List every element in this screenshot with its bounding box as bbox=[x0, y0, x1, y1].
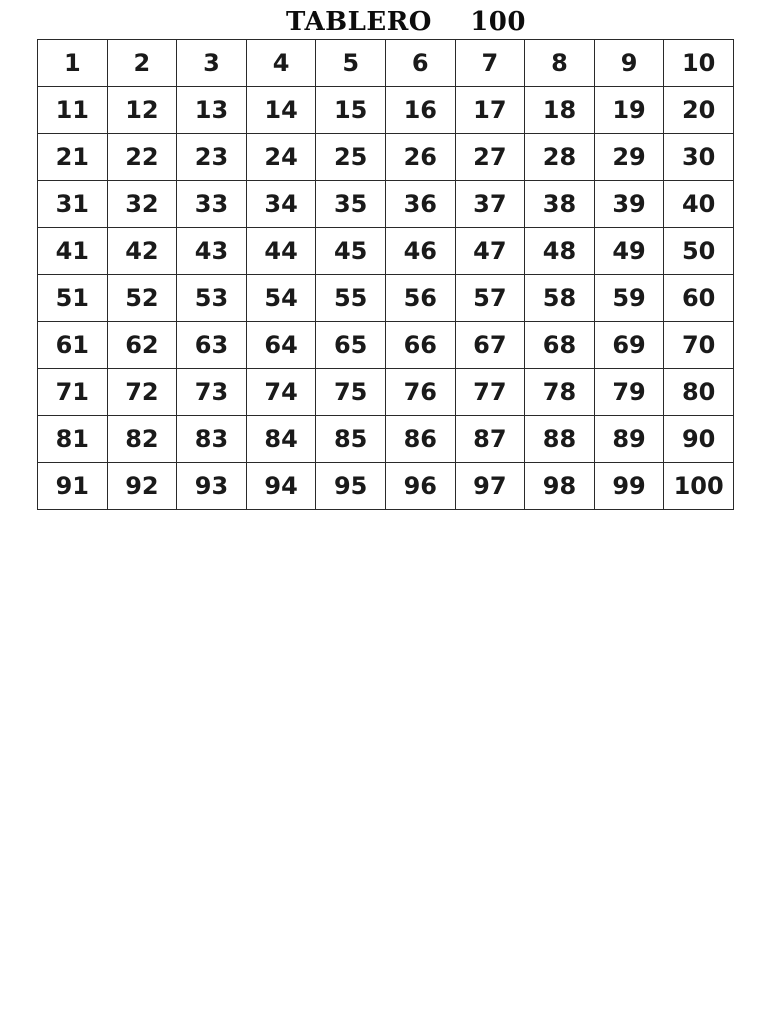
hundred-board-body bbox=[38, 40, 734, 510]
board-cell: 91 bbox=[38, 463, 108, 510]
board-cell: 46 bbox=[385, 228, 455, 275]
board-cell: 40 bbox=[664, 181, 734, 228]
board-row bbox=[38, 134, 734, 181]
board-cell: 60 bbox=[664, 275, 734, 322]
board-cell: 68 bbox=[525, 322, 595, 369]
board-cell: 71 bbox=[38, 369, 108, 416]
board-cell: 16 bbox=[385, 87, 455, 134]
board-cell: 62 bbox=[107, 322, 177, 369]
board-cell: 89 bbox=[594, 416, 664, 463]
board-cell: 32 bbox=[107, 181, 177, 228]
board-cell: 51 bbox=[38, 275, 108, 322]
board-cell: 57 bbox=[455, 275, 525, 322]
board-cell: 56 bbox=[385, 275, 455, 322]
board-cell: 69 bbox=[594, 322, 664, 369]
board-cell: 80 bbox=[664, 369, 734, 416]
board-cell: 85 bbox=[316, 416, 386, 463]
board-cell: 25 bbox=[316, 134, 386, 181]
board-cell: 66 bbox=[385, 322, 455, 369]
board-cell: 24 bbox=[246, 134, 316, 181]
board-cell: 42 bbox=[107, 228, 177, 275]
board-cell: 29 bbox=[594, 134, 664, 181]
board-cell: 20 bbox=[664, 87, 734, 134]
board-cell: 2 bbox=[107, 40, 177, 87]
hundred-board bbox=[37, 39, 734, 510]
board-cell: 83 bbox=[177, 416, 247, 463]
board-cell: 98 bbox=[525, 463, 595, 510]
board-cell: 65 bbox=[316, 322, 386, 369]
board-cell: 84 bbox=[246, 416, 316, 463]
board-cell: 23 bbox=[177, 134, 247, 181]
board-cell: 99 bbox=[594, 463, 664, 510]
board-cell: 35 bbox=[316, 181, 386, 228]
board-cell: 75 bbox=[316, 369, 386, 416]
board-cell: 88 bbox=[525, 416, 595, 463]
board-cell: 18 bbox=[525, 87, 595, 134]
board-cell: 44 bbox=[246, 228, 316, 275]
board-cell: 70 bbox=[664, 322, 734, 369]
board-cell: 77 bbox=[455, 369, 525, 416]
board-cell: 100 bbox=[664, 463, 734, 510]
board-cell: 54 bbox=[246, 275, 316, 322]
board-cell: 49 bbox=[594, 228, 664, 275]
board-cell: 95 bbox=[316, 463, 386, 510]
board-cell: 12 bbox=[107, 87, 177, 134]
board-cell: 81 bbox=[38, 416, 108, 463]
board-cell: 5 bbox=[316, 40, 386, 87]
board-cell: 73 bbox=[177, 369, 247, 416]
board-cell: 13 bbox=[177, 87, 247, 134]
board-cell: 10 bbox=[664, 40, 734, 87]
board-cell: 34 bbox=[246, 181, 316, 228]
board-cell: 4 bbox=[246, 40, 316, 87]
board-cell: 9 bbox=[594, 40, 664, 87]
board-cell: 30 bbox=[664, 134, 734, 181]
board-cell: 43 bbox=[177, 228, 247, 275]
board-cell: 21 bbox=[38, 134, 108, 181]
board-cell: 50 bbox=[664, 228, 734, 275]
board-cell: 1 bbox=[38, 40, 108, 87]
board-cell: 27 bbox=[455, 134, 525, 181]
board-row bbox=[38, 416, 734, 463]
board-cell: 38 bbox=[525, 181, 595, 228]
board-cell: 52 bbox=[107, 275, 177, 322]
board-row bbox=[38, 228, 734, 275]
board-cell: 90 bbox=[664, 416, 734, 463]
board-cell: 48 bbox=[525, 228, 595, 275]
board-cell: 78 bbox=[525, 369, 595, 416]
board-cell: 15 bbox=[316, 87, 386, 134]
board-cell: 79 bbox=[594, 369, 664, 416]
board-cell: 39 bbox=[594, 181, 664, 228]
board-cell: 6 bbox=[385, 40, 455, 87]
board-cell: 33 bbox=[177, 181, 247, 228]
board-cell: 45 bbox=[316, 228, 386, 275]
board-cell: 58 bbox=[525, 275, 595, 322]
board-cell: 92 bbox=[107, 463, 177, 510]
board-cell: 36 bbox=[385, 181, 455, 228]
board-cell: 3 bbox=[177, 40, 247, 87]
board-cell: 61 bbox=[38, 322, 108, 369]
board-cell: 22 bbox=[107, 134, 177, 181]
board-cell: 47 bbox=[455, 228, 525, 275]
board-cell: 82 bbox=[107, 416, 177, 463]
board-cell: 63 bbox=[177, 322, 247, 369]
board-cell: 7 bbox=[455, 40, 525, 87]
title-word: TABLERO bbox=[286, 7, 432, 37]
board-cell: 67 bbox=[455, 322, 525, 369]
board-row bbox=[38, 181, 734, 228]
board-row bbox=[38, 322, 734, 369]
board-cell: 55 bbox=[316, 275, 386, 322]
board-row bbox=[38, 87, 734, 134]
board-cell: 26 bbox=[385, 134, 455, 181]
board-cell: 97 bbox=[455, 463, 525, 510]
board-cell: 93 bbox=[177, 463, 247, 510]
board-cell: 31 bbox=[38, 181, 108, 228]
board-cell: 8 bbox=[525, 40, 595, 87]
page-title bbox=[0, 4, 768, 40]
board-cell: 11 bbox=[38, 87, 108, 134]
board-row bbox=[38, 369, 734, 416]
board-row bbox=[38, 463, 734, 510]
board-cell: 37 bbox=[455, 181, 525, 228]
board-cell: 72 bbox=[107, 369, 177, 416]
board-cell: 17 bbox=[455, 87, 525, 134]
board-cell: 28 bbox=[525, 134, 595, 181]
title-number: 100 bbox=[470, 7, 526, 37]
board-row bbox=[38, 275, 734, 322]
board-cell: 14 bbox=[246, 87, 316, 134]
board-cell: 41 bbox=[38, 228, 108, 275]
board-cell: 94 bbox=[246, 463, 316, 510]
board-row bbox=[38, 40, 734, 87]
board-cell: 64 bbox=[246, 322, 316, 369]
board-cell: 59 bbox=[594, 275, 664, 322]
board-cell: 96 bbox=[385, 463, 455, 510]
board-cell: 86 bbox=[385, 416, 455, 463]
board-cell: 87 bbox=[455, 416, 525, 463]
board-cell: 19 bbox=[594, 87, 664, 134]
board-cell: 76 bbox=[385, 369, 455, 416]
board-cell: 53 bbox=[177, 275, 247, 322]
board-cell: 74 bbox=[246, 369, 316, 416]
